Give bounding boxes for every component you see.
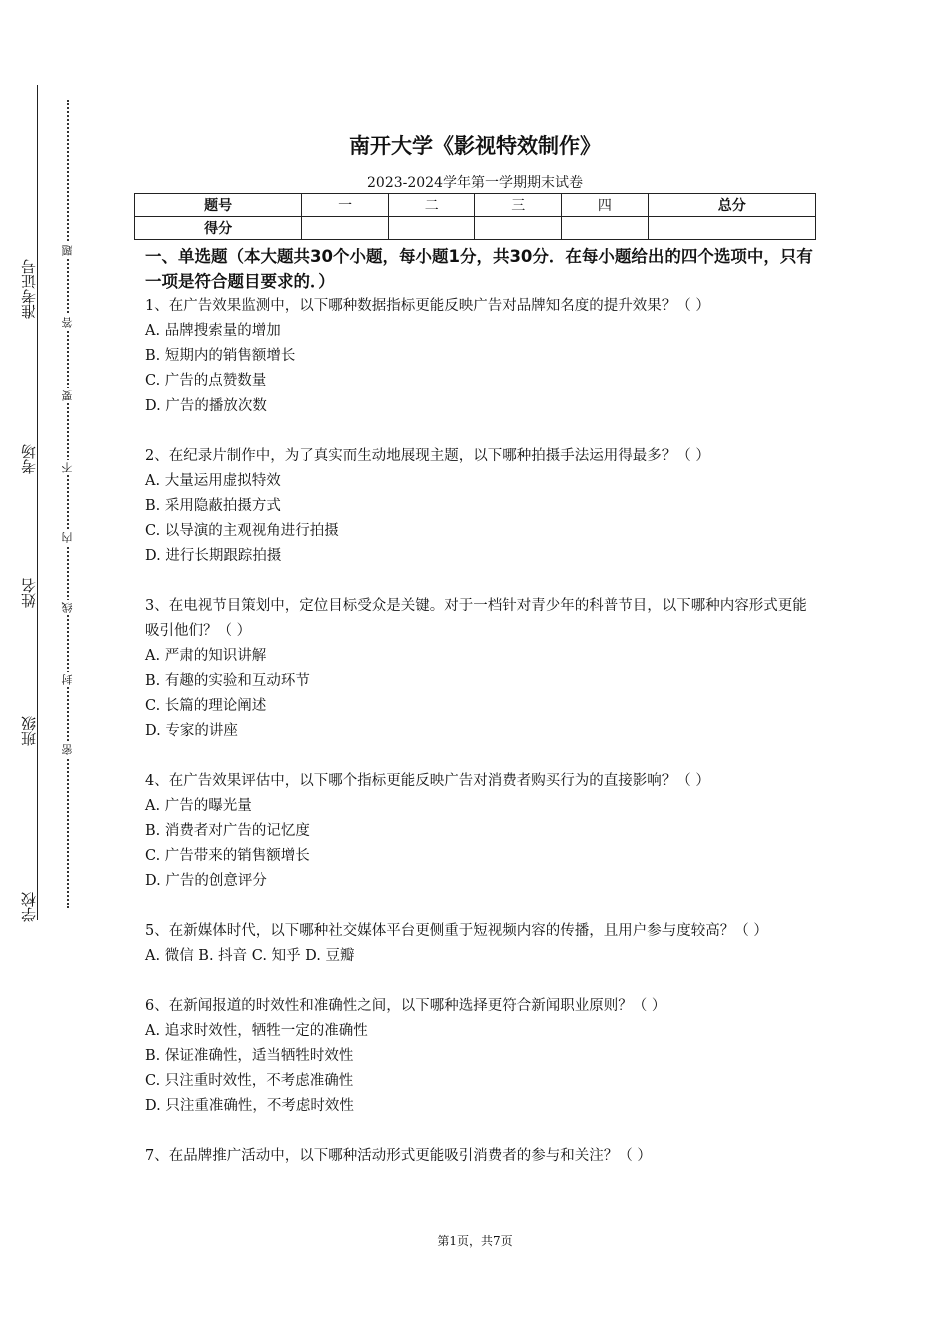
seal-word: 内 [61,532,74,543]
exam-subtitle: 2023-2024学年第一学期期末试卷 [367,175,583,191]
score-header-cell: 二 [388,194,475,217]
question-option[interactable]: D. 只注重准确性，不考虑时效性 [145,1098,354,1114]
binding-line [37,85,38,920]
question-option[interactable]: C. 长篇的理论阐述 [145,698,267,714]
question-block [145,919,825,969]
seal-dotted-line [67,100,69,908]
seal-word: 不 [61,462,74,473]
margin-field-name: 姓名 [22,574,37,612]
score-header-cell: 总分 [648,194,815,217]
question-option[interactable]: A. 大量运用虚拟特效 [145,473,281,489]
margin-field-exam-number: 准考证号 [22,255,37,323]
question-option[interactable]: C. 广告的点赞数量 [145,373,267,389]
question-list [145,294,825,1169]
question-option[interactable]: D. 广告的播放次数 [145,398,267,414]
question-text: 3、在电视节目策划中，定位目标受众是关键。对于一档针对青少年的科普节目，以下哪种内容形式更能吸引他们？（ ） [145,598,807,639]
margin-field-school: 学校 [22,888,37,926]
question-text: 2、在纪录片制作中，为了真实而生动地展现主题，以下哪种拍摄手法运用得最多？（ ） [145,448,710,464]
score-table [134,193,816,240]
score-header-cell: 四 [562,194,649,217]
score-table-header-row [135,194,816,217]
score-cell[interactable] [475,217,562,240]
question-option[interactable]: B. 保证准确性，适当牺牲时效性 [145,1048,354,1064]
question-block [145,769,825,894]
seal-word: 题 [61,245,74,256]
question-block [145,994,825,1119]
question-option[interactable]: D. 进行长期跟踪拍摄 [145,548,282,564]
question-option[interactable]: A. 广告的曝光量 [145,798,252,814]
question-option[interactable]: D. 广告的创意评分 [145,873,267,889]
question-option[interactable]: C. 只注重时效性，不考虑准确性 [145,1073,354,1089]
score-cell[interactable] [648,217,815,240]
score-cell[interactable] [562,217,649,240]
question-block [145,444,825,569]
score-cell[interactable] [388,217,475,240]
question-option[interactable]: C. 广告带来的销售额增长 [145,848,310,864]
score-cell[interactable] [302,217,389,240]
score-header-cell: 题号 [135,194,302,217]
question-option[interactable]: A. 品牌搜索量的增加 [145,323,281,339]
question-block [145,594,825,744]
question-text: 6、在新闻报道的时效性和准确性之间，以下哪种选择更符合新闻职业原则？（ ） [145,998,667,1014]
question-option[interactable]: A. 严肃的知识讲解 [145,648,267,664]
question-block [145,294,825,419]
question-option[interactable]: B. 有趣的实验和互动环节 [145,673,310,689]
question-option[interactable]: B. 消费者对广告的记忆度 [145,823,310,839]
question-block [145,1144,825,1169]
question-option[interactable]: C. 以导演的主观视角进行拍摄 [145,523,339,539]
question-option[interactable]: A. 微信 B. 抖音 C. 知乎 D. 豆瓣 [145,948,355,964]
question-text: 7、在品牌推广活动中，以下哪种活动形式更能吸引消费者的参与和关注？（ ） [145,1148,652,1164]
margin-field-class: 班级 [22,712,37,750]
page-number: 第1页，共7页 [437,1234,513,1248]
score-table-score-row [135,217,816,240]
seal-word: 答 [61,317,74,328]
exam-title: 南开大学《影视特效制作》 [349,134,601,158]
question-text: 4、在广告效果评估中，以下哪个指标更能反映广告对消费者购买行为的直接影响？（ ） [145,773,710,789]
question-option[interactable]: A. 追求时效性，牺牲一定的准确性 [145,1023,368,1039]
seal-word: 封 [61,674,74,685]
question-text: 5、在新媒体时代，以下哪种社交媒体平台更侧重于短视频内容的传播，且用户参与度较高？（ ） [145,923,768,939]
seal-word: 线 [61,602,74,613]
question-text: 1、在广告效果监测中，以下哪种数据指标更能反映广告对品牌知名度的提升效果？（ ） [145,298,710,314]
score-header-cell: 三 [475,194,562,217]
question-option[interactable]: B. 采用隐蔽拍摄方式 [145,498,281,514]
score-row-label: 得分 [135,217,302,240]
question-option[interactable]: D. 专家的讲座 [145,723,238,739]
seal-word: 要 [61,390,74,401]
seal-word: 密 [61,744,74,755]
section-heading: 一、单选题（本大题共30个小题，每小题1分，共30分．在每小题给出的四个选项中，只有一项是符合题目要求的．） [145,247,813,291]
question-option[interactable]: B. 短期内的销售额增长 [145,348,296,364]
margin-field-exam-room: 考场 [22,440,37,478]
score-header-cell: 一 [302,194,389,217]
